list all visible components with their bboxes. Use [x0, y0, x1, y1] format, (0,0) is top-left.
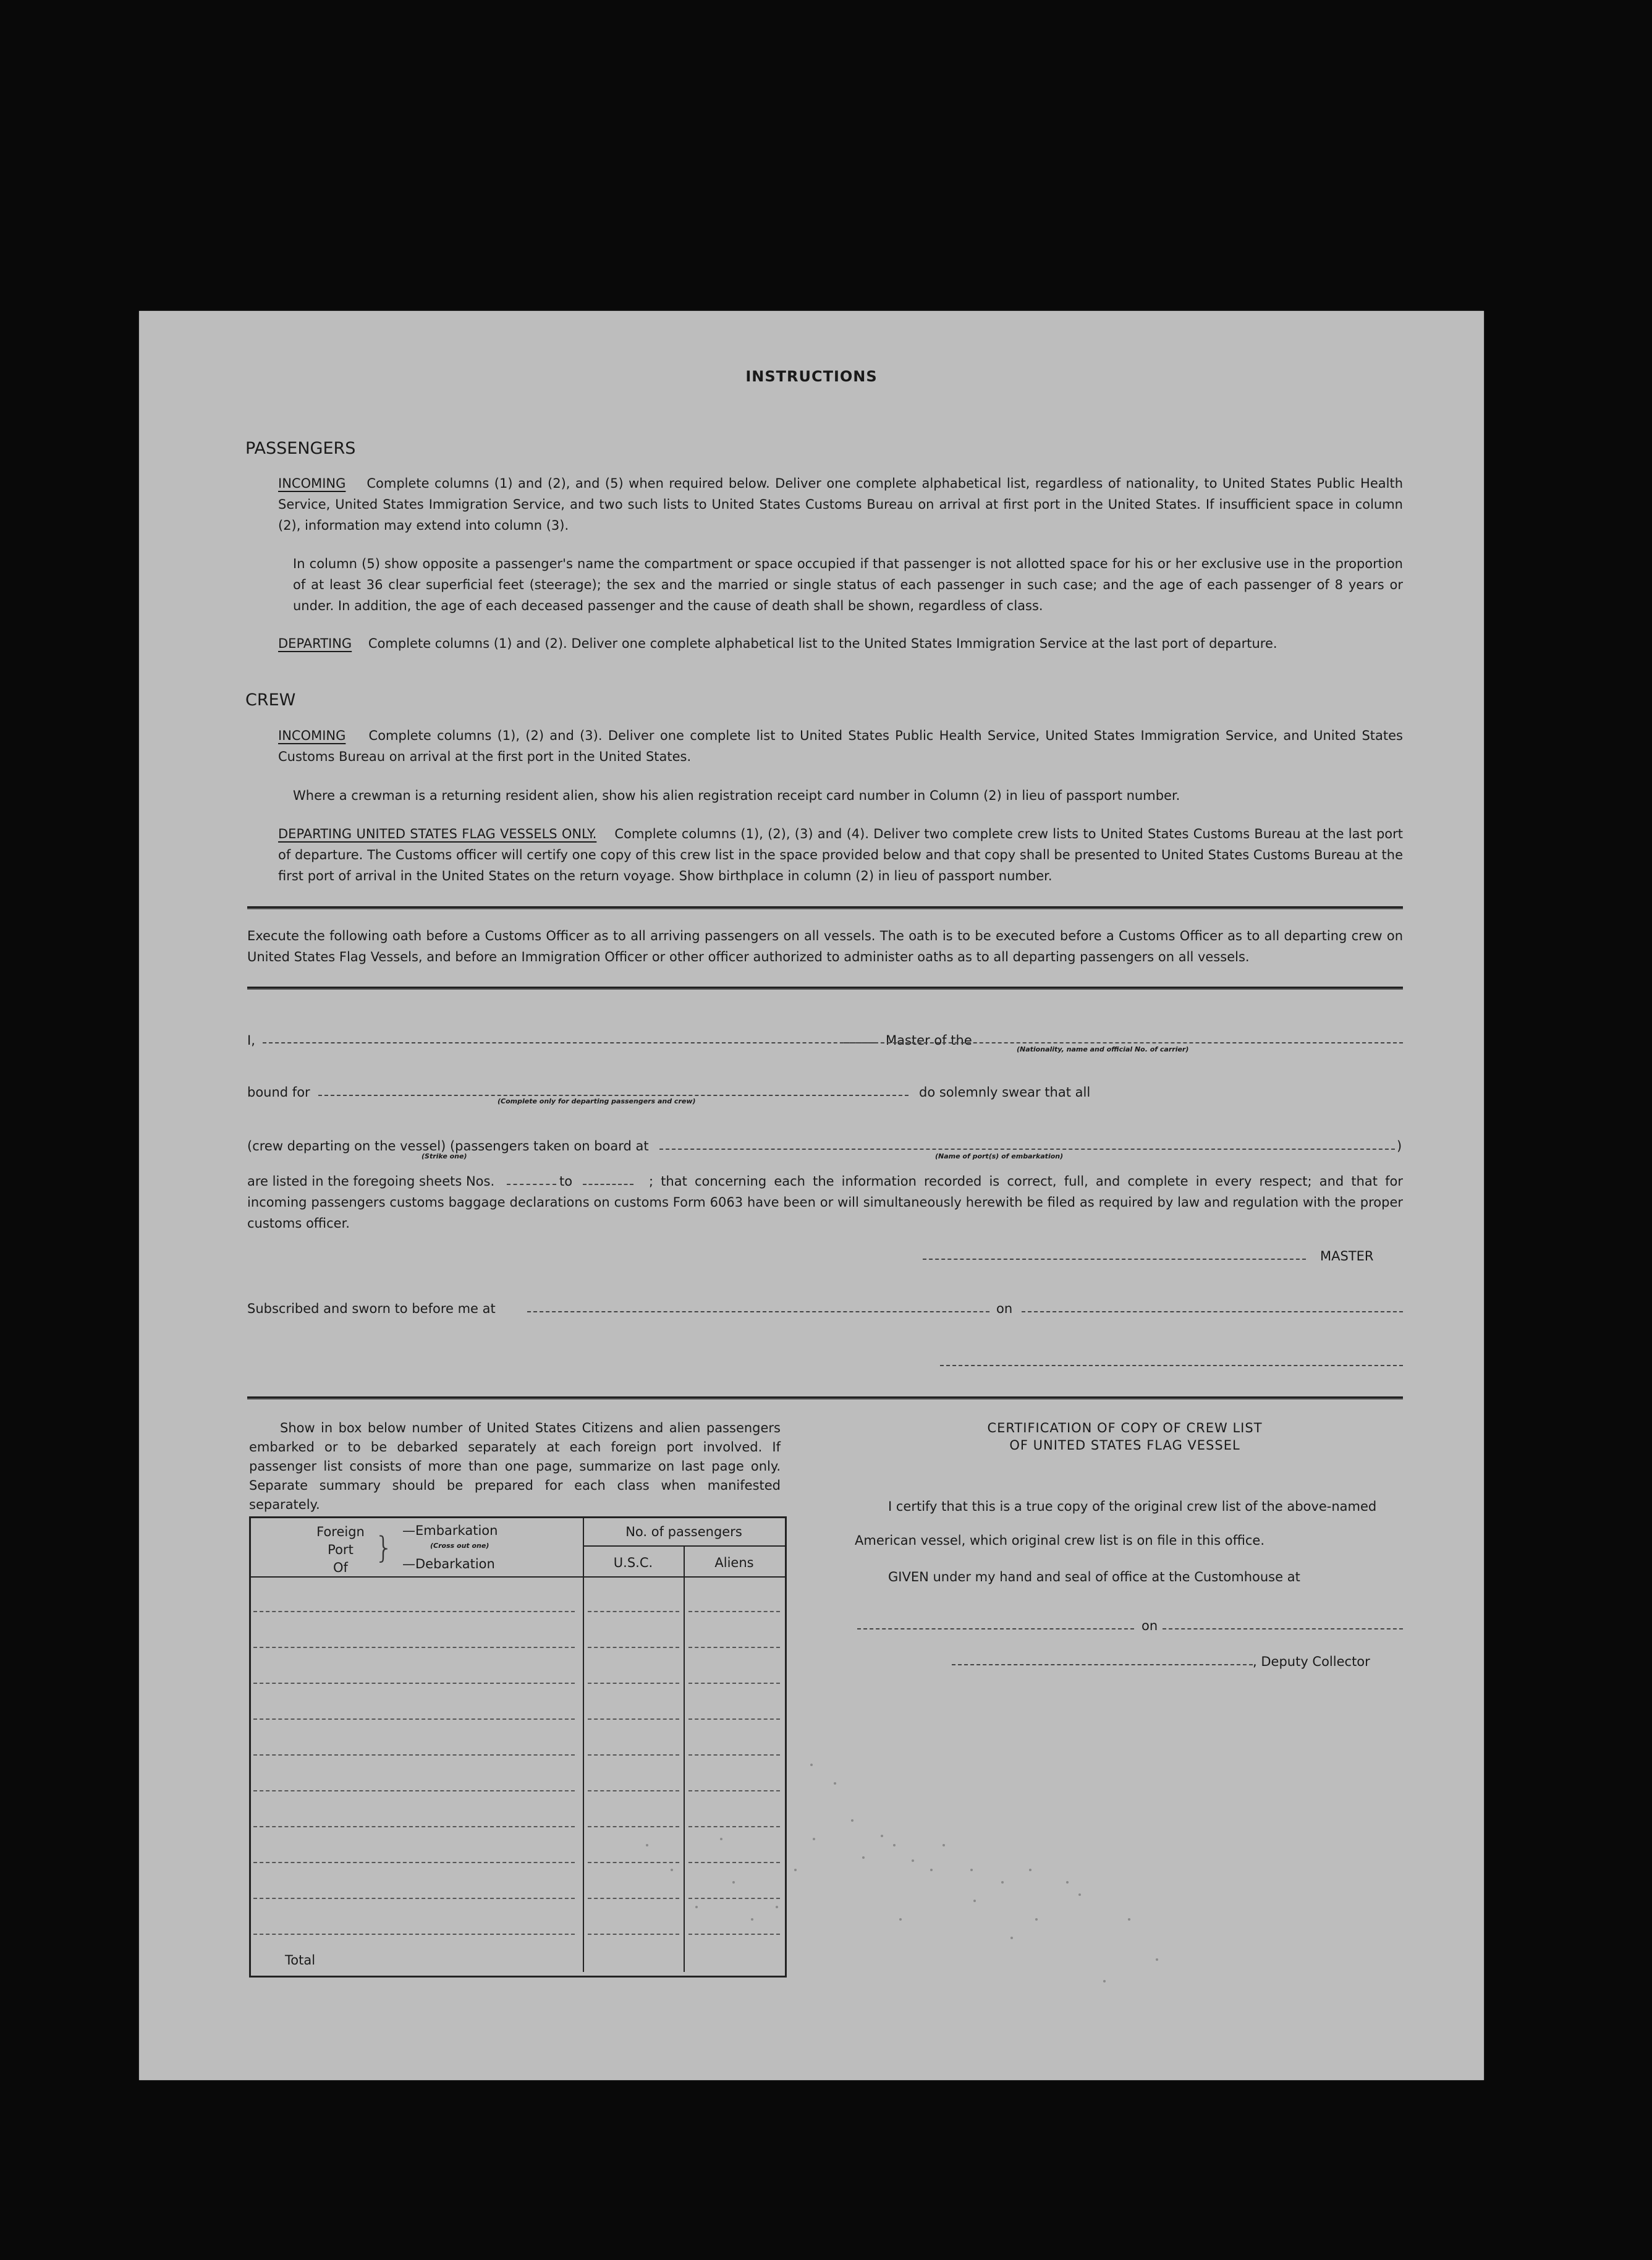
- passengers-departing-paragraph: [278, 633, 1403, 654]
- summary-intro: Show in box below number of United States Citizens and alien passengers embarked or to be debarked separately at each foreign port involved. If passenger list consists of more than one page, summarize on last page only. Separate summary should be prepared for each class when manifested separately.: [249, 1421, 781, 1512]
- speckle: [732, 1881, 735, 1884]
- table-row-line[interactable]: [588, 1790, 679, 1791]
- customhouse-field[interactable]: [857, 1628, 1134, 1629]
- port-label: Port: [328, 1542, 354, 1557]
- table-row-line[interactable]: [588, 1647, 679, 1648]
- table-row-line[interactable]: [688, 1934, 780, 1935]
- table-row-line[interactable]: [588, 1826, 679, 1827]
- speckle: [1035, 1918, 1038, 1921]
- certification-title-line2: OF UNITED STATES FLAG VESSEL: [1009, 1438, 1240, 1453]
- table-row-line[interactable]: [253, 1754, 575, 1756]
- speckle: [751, 1918, 753, 1921]
- master-signature-field[interactable]: [923, 1259, 1306, 1260]
- crew-heading: CREW: [245, 690, 296, 710]
- passengers-heading: PASSENGERS: [245, 439, 356, 458]
- bound-for-field[interactable]: [318, 1095, 909, 1096]
- speckle: [942, 1844, 945, 1846]
- passengers-incoming-paragraph: [278, 473, 1403, 536]
- certify-text-b: American vessel, which original crew list is on file in this office.: [855, 1533, 1265, 1548]
- speckle: [1001, 1881, 1004, 1884]
- crew-incoming-paragraph: [278, 725, 1403, 767]
- speckle: [720, 1838, 722, 1840]
- table-row-line[interactable]: [253, 1934, 575, 1935]
- speckle: [851, 1819, 854, 1822]
- listed-text: ; that concerning each the information recorded is correct, full, and complete in every respect; and that for incoming passengers customs baggage declarations on customs Form 6063 have been or will simultaneously herewith be filed as required by law and regulation with the proper customs officer.: [247, 1174, 1403, 1231]
- debarkation-label: —Debarkation: [402, 1557, 495, 1571]
- speckle: [671, 1869, 673, 1871]
- speckle: [1128, 1918, 1130, 1921]
- cert-on-label: on: [1142, 1618, 1158, 1633]
- crew-departing-label-oath: (crew departing on the vessel) (passengers taken on board at: [247, 1139, 649, 1153]
- table-row-line[interactable]: [688, 1611, 780, 1612]
- table-row-line[interactable]: [253, 1611, 575, 1612]
- speckle: [930, 1869, 933, 1871]
- deputy-signature-field[interactable]: [952, 1664, 1253, 1665]
- table-row-line[interactable]: [688, 1683, 780, 1684]
- crew-incoming-text: Complete columns (1), (2) and (3). Deliver one complete list to United States Public Health Service, United States Immigration Service, and United States Customs Bureau on arrival at the first port in the United States.: [278, 728, 1403, 764]
- speckle: [970, 1869, 973, 1871]
- master-of-label: Master of the: [886, 1033, 972, 1048]
- swear-label: do solemnly swear that all: [919, 1085, 1091, 1100]
- table-row-line[interactable]: [253, 1790, 575, 1791]
- speckle: [810, 1764, 813, 1766]
- speckle: [794, 1869, 797, 1871]
- table-row-line[interactable]: [253, 1898, 575, 1899]
- passengers-column5-text: In column (5) show opposite a passenger's name the compartment or space occupied if that passenger is not allotted space for his or her exclusive use in the proportion of at least 36 clear superficial feet (steerage); the sex and the married or single status of each passenger in such case; and the age of each passenger of 8 years or under. In addition, the age of each deceased passenger and the cause of death shall be shown, regardless of class.: [293, 556, 1403, 613]
- table-row-line[interactable]: [688, 1862, 780, 1863]
- embarkation-port-field[interactable]: [659, 1149, 1395, 1150]
- passenger-summary-table: [249, 1516, 787, 1978]
- speckle: [1156, 1958, 1158, 1961]
- speckle: [899, 1918, 902, 1921]
- speckle: [813, 1838, 815, 1840]
- bound-for-label: bound for: [247, 1085, 310, 1100]
- passengers-incoming-text: Complete columns (1) and (2), and (5) when required below. Deliver one complete alphabetical list, regardless of nationality, to United States Public Health Service, United States Immigration Service, and two such lists to United States Customs Bureau on arrival at first port in the United States. If insufficient space in column (2), information may extend into column (3).: [278, 476, 1404, 533]
- master-label: MASTER: [1320, 1249, 1374, 1264]
- crew-incoming-label: INCOMING: [278, 728, 346, 743]
- table-row-line[interactable]: [253, 1647, 575, 1648]
- speckle: [893, 1844, 896, 1846]
- passengers-departing-text: Complete columns (1) and (2). Deliver one complete alphabetical list to the United States Immigration Service at the last port of departure.: [368, 636, 1277, 651]
- cross-out-note: (Cross out one): [430, 1542, 489, 1550]
- divider: [247, 1396, 1403, 1400]
- header-bottom-line: [251, 1576, 785, 1578]
- speckle: [646, 1844, 648, 1846]
- speckle: [776, 1906, 778, 1908]
- passengers-departing-label: DEPARTING: [278, 636, 352, 651]
- foreign-label: Foreign: [316, 1524, 365, 1539]
- certification-title-line1: CERTIFICATION OF COPY OF CREW LIST: [987, 1421, 1263, 1435]
- column-divider: [583, 1518, 584, 1972]
- vessel-field[interactable]: [844, 1042, 1403, 1043]
- speckle: [695, 1906, 698, 1908]
- certification-title: [859, 1419, 1391, 1454]
- speckle: [1010, 1937, 1013, 1939]
- given-text: GIVEN under my hand and seal of office at the Customhouse at: [888, 1570, 1300, 1584]
- subscribed-label: Subscribed and sworn to before me at: [247, 1301, 496, 1316]
- table-row-line[interactable]: [588, 1754, 679, 1756]
- table-row-line[interactable]: [588, 1718, 679, 1720]
- table-row-line[interactable]: [688, 1790, 780, 1791]
- speckle: [881, 1835, 883, 1837]
- table-row-line[interactable]: [588, 1611, 679, 1612]
- speckle: [862, 1856, 865, 1859]
- to-label: to: [559, 1174, 573, 1189]
- header-divider: [583, 1545, 785, 1547]
- no-of-passengers-header: No. of passengers: [625, 1524, 742, 1539]
- divider: [247, 987, 1403, 990]
- instructions-title: INSTRUCTIONS: [745, 368, 878, 385]
- sworn-date-field[interactable]: [1022, 1311, 1403, 1312]
- sworn-place-field[interactable]: [527, 1311, 989, 1312]
- speckle: [912, 1859, 914, 1862]
- crew-departing-text: Complete columns (1), (2), (3) and (4). Deliver two complete crew lists to United States Customs Bureau at the last port of departure. The Customs officer will certify one copy of this crew list in the space provided below and that copy shall be presented to United States Customs Bureau at the first port of arrival in the United States on the return voyage. Show birthplace in column (2) in lieu of passport number.: [278, 826, 1403, 883]
- foreign-port-of-header: [310, 1523, 371, 1577]
- embarkation-label: —Embarkation: [402, 1523, 498, 1538]
- table-row-line[interactable]: [688, 1754, 780, 1756]
- deputy-collector-label: , Deputy Collector: [1253, 1654, 1370, 1669]
- oath-intro: Execute the following oath before a Customs Officer as to all arriving passengers on all vessels. The oath is to be executed before a Customs Officer as to all departing crew on United States Flag Vessels, and before an Immigration Officer or other officer authorized to administer oaths as to all departing passengers on all vessels.: [247, 928, 1403, 964]
- nationality-note: (Nationality, name and official No. of carrier): [1017, 1045, 1189, 1053]
- total-label: Total: [285, 1953, 316, 1968]
- table-row-line[interactable]: [688, 1718, 780, 1720]
- crew-resident-text: Where a crewman is a returning resident alien, show his alien registration receipt card number in Column (2) in lieu of passport number.: [293, 788, 1180, 803]
- table-row-line[interactable]: [253, 1862, 575, 1863]
- usc-header: U.S.C.: [613, 1555, 653, 1570]
- speckle: [1066, 1881, 1069, 1884]
- table-row-line[interactable]: [588, 1862, 679, 1863]
- certify-text-a: I certify that this is a true copy of the original crew list of the above-named: [888, 1499, 1377, 1514]
- form-page: [139, 311, 1484, 2080]
- crew-departing-paragraph: [278, 823, 1403, 886]
- cert-date-field[interactable]: [1163, 1628, 1403, 1629]
- table-row-line[interactable]: [688, 1826, 780, 1827]
- bound-note: (Complete only for departing passengers and crew): [498, 1097, 696, 1105]
- listed-sheets-label: are listed in the foregoing sheets Nos.: [247, 1174, 495, 1189]
- table-row-line[interactable]: [688, 1898, 780, 1899]
- passengers-incoming-label: INCOMING: [278, 476, 346, 491]
- speckle: [1103, 1980, 1106, 1982]
- table-row-line[interactable]: [588, 1898, 679, 1899]
- table-row-line[interactable]: [588, 1683, 679, 1684]
- close-paren: ): [1397, 1139, 1402, 1153]
- speckle: [973, 1900, 976, 1902]
- aliens-header: Aliens: [714, 1555, 754, 1570]
- table-row-line[interactable]: [253, 1718, 575, 1720]
- strike-one-note: (Strike one): [421, 1152, 467, 1160]
- speckle: [834, 1782, 836, 1785]
- port-note: (Name of port(s) of embarkation): [935, 1152, 1064, 1160]
- table-row-line[interactable]: [688, 1647, 780, 1648]
- oath-i-label: I,: [247, 1033, 255, 1048]
- brace-glyph: }: [375, 1531, 394, 1565]
- speckle: [1029, 1869, 1031, 1871]
- sworn-on-label: on: [996, 1301, 1013, 1316]
- table-row-line[interactable]: [253, 1683, 575, 1684]
- crew-departing-label: DEPARTING UNITED STATES FLAG VESSELS ONLY.: [278, 826, 597, 841]
- master-name-field[interactable]: [263, 1042, 875, 1043]
- officer-signature-field[interactable]: [940, 1365, 1403, 1366]
- of-label: Of: [333, 1560, 348, 1575]
- speckle: [1078, 1893, 1081, 1896]
- table-row-line[interactable]: [253, 1826, 575, 1827]
- column-divider: [684, 1545, 685, 1972]
- divider: [247, 906, 1403, 909]
- table-row-line[interactable]: [588, 1934, 679, 1935]
